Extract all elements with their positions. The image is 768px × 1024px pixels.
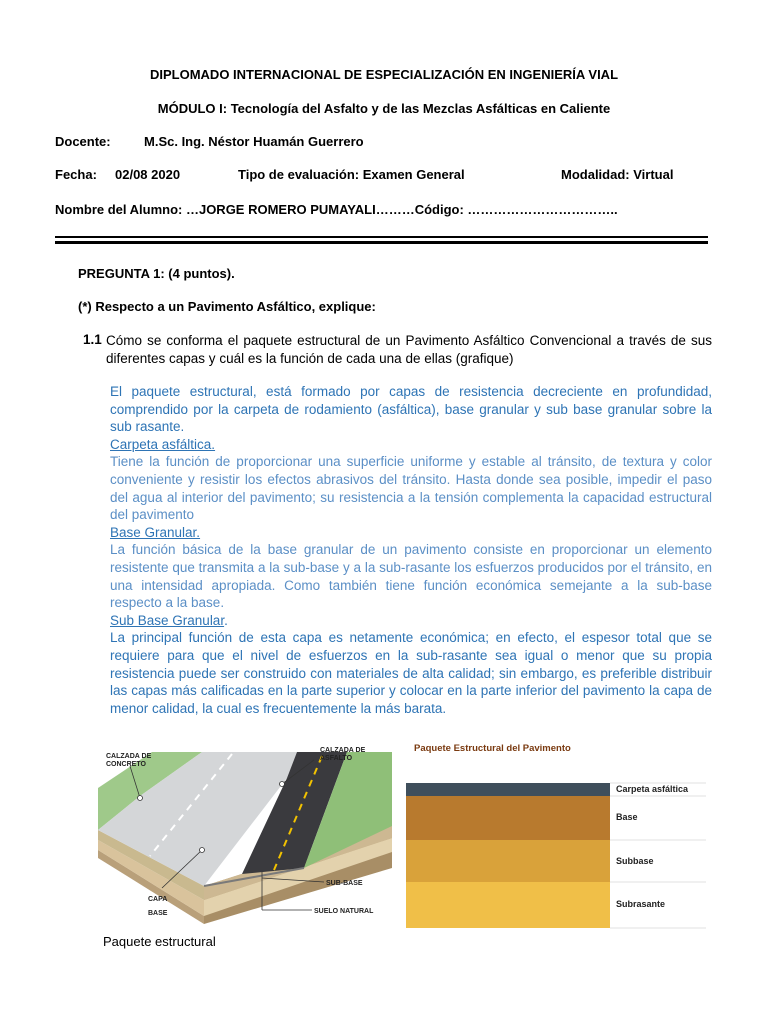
section-text-carpeta: Tiene la función de proporcionar una superficie uniforme y estable al tránsito, de textura y color conveniente y resistir los efectos abrasivos del tránsito. Hasta donde sea posible, impedir el paso del agua al interior del pavimento; su resistencia a la tensión complementa la capacidad estructural del pavimento [110, 454, 712, 523]
answer-block [110, 383, 712, 717]
label-base-2: BASE [148, 910, 168, 917]
item-text-content: Cómo se conforma el paquete estructural de un Pavimento Asfáltico Convencional a través de sus diferentes capas y cuál es la función de cada una de ellas (grafique) [106, 333, 712, 366]
label-concrete-2: CONCRETO [106, 761, 146, 768]
date-label: Fecha: [55, 167, 97, 182]
section-text-subbase: La principal función de esta capa es netamente económica; en efecto, el espesor total que se requiere para que el nivel de esfuerzos en la sub-rasante sea igual o menor que su propia resistencia puede ser construido con materiales de alta calidad; sin embargo, es preferible distribuir las capas más calificadas en la parte superior y colocar en la parte inferior del pavimento la capa de menor calidad, la cual es frecuentemente la más barata. [110, 630, 712, 716]
road-section-figure [92, 738, 396, 924]
student-line: Nombre del Alumno: …JORGE ROMERO PUMAYALI………Código: …………………………….. [55, 202, 618, 217]
layer-subbase [406, 840, 610, 882]
section-text-base: La función básica de la base granular de un pavimento consiste en proporcionar un elemento resistente que transmita a la sub-base y a la sub-rasante los esfuerzos producidos por el tránsito, en una intensidad apropiada. Como también tiene función económica semejante a la sub-base respecto a la base. [110, 542, 712, 611]
section-title-base: Base Granular. [110, 524, 201, 540]
label-asphalt-1: CALZADA DE [320, 747, 366, 754]
document-title: DIPLOMADO INTERNACIONAL DE ESPECIALIZACIÓN EN INGENIERÍA VIAL [149, 67, 619, 82]
layer-label-subbase: Subbase [616, 856, 654, 866]
label-concrete-1: CALZADA DE [106, 753, 152, 760]
road-section-illustration [92, 738, 396, 924]
evaluation-type: Tipo de evaluación: Examen General [238, 167, 465, 182]
header-divider-top [55, 236, 708, 238]
layer-label-subrasante: Subrasante [616, 899, 666, 909]
question-prompt: (*) Respecto a un Pavimento Asfáltico, explique: [78, 299, 376, 314]
section-title-subbase: Sub Base Granular [110, 612, 225, 628]
item-text [106, 332, 712, 367]
date-value: 02/08 2020 [115, 167, 181, 182]
label-asphalt-2: ASFALTO [320, 755, 353, 762]
question-heading: PREGUNTA 1: (4 puntos). [78, 266, 235, 281]
answer-intro: El paquete estructural, está formado por capas de resistencia decreciente en profundidad, comprendido por la carpeta de rodamiento (asfáltica), base granular y sub base granular sobre la sub rasante. [110, 384, 712, 435]
figure-caption: Paquete estructural [103, 934, 216, 949]
label-base-1: CAPA [148, 896, 168, 903]
section-title-carpeta: Carpeta asfáltica. [110, 436, 216, 452]
label-subbase: SUB-BASE [326, 880, 363, 887]
layer-label-base: Base [616, 812, 638, 822]
layer-subrasante [406, 882, 610, 928]
item-number: 1.1 [83, 332, 102, 347]
section-title-subbase-suffix: . [224, 612, 228, 628]
teacher-label: Docente: [55, 134, 111, 149]
label-ground: SUELO NATURAL [314, 908, 374, 915]
callout-asphalt-dot [280, 782, 285, 787]
layer-diagram-svg [406, 739, 706, 929]
modality: Modalidad: Virtual [561, 167, 674, 182]
layer-diagram [406, 739, 706, 929]
layer-label-carpeta: Carpeta asfáltica [616, 784, 689, 794]
layer-carpeta [406, 783, 610, 796]
section-title-subbase-row [110, 612, 712, 630]
header-divider-bottom [55, 241, 708, 244]
callout-concrete-dot [138, 796, 143, 801]
module-title: MÓDULO I: Tecnología del Asfalto y de las Mezclas Asfálticas en Caliente [157, 101, 611, 116]
layer-base [406, 796, 610, 840]
teacher-name: M.Sc. Ing. Néstor Huamán Guerrero [144, 134, 364, 149]
layer-diagram-title: Paquete Estructural del Pavimento [414, 743, 571, 754]
callout-base-dot [200, 848, 205, 853]
